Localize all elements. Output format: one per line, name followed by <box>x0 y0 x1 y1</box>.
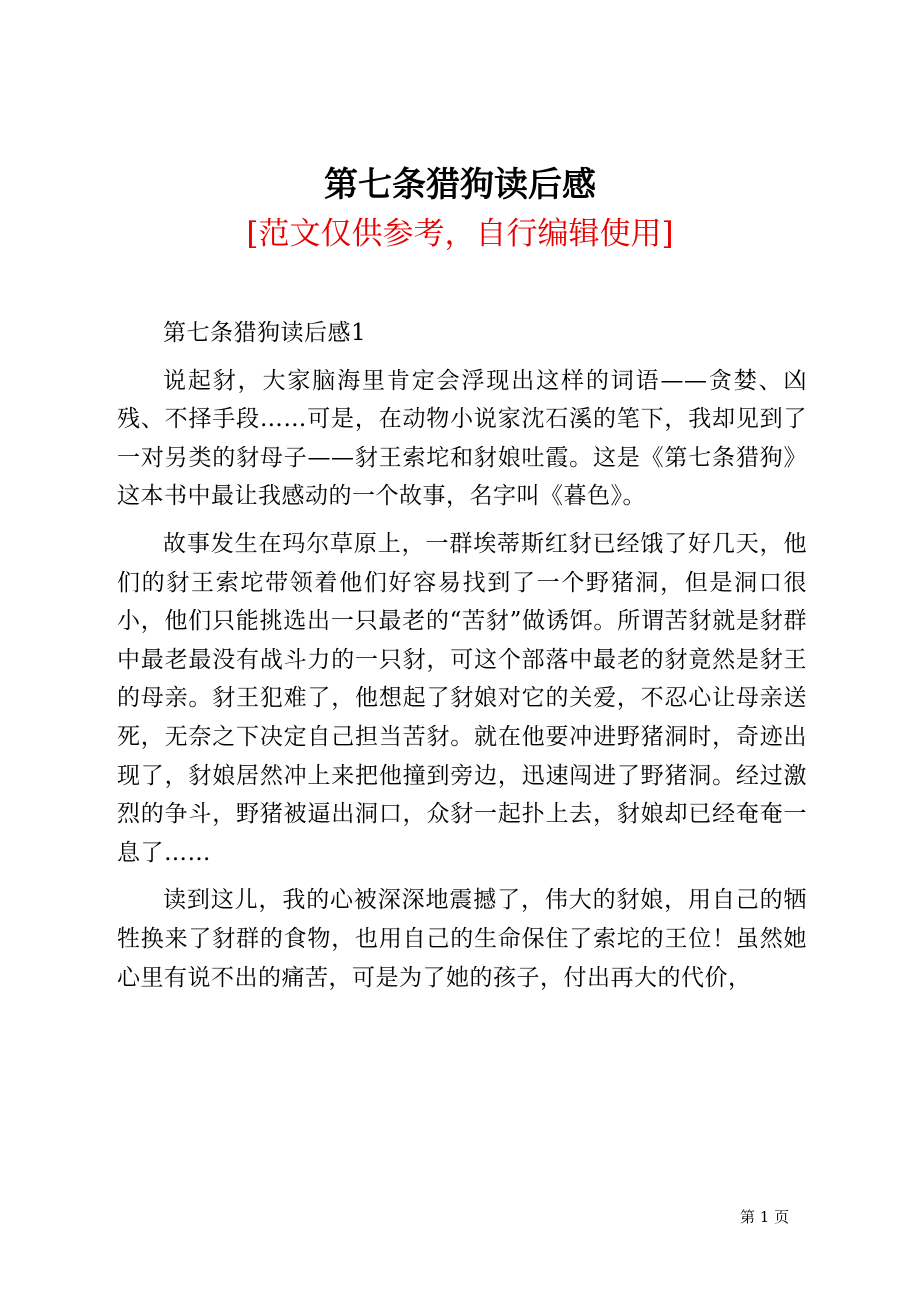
paragraph: 读到这儿，我的心被深深地震撼了，伟大的豺娘，用自己的牺牲换来了豺群的食物，也用自己的生命保住了索坨的王位！虽然她心里有说不出的痛苦，可是为了她的孩子，付出再大的代价， <box>117 887 807 991</box>
document-body <box>117 314 807 997</box>
page-number: 第 1 页 <box>740 1208 790 1226</box>
paragraph: 故事发生在玛尔草原上，一群埃蒂斯红豺已经饿了好几天，他们的豺王索坨带领着他们好容易找到了一个野猪洞，但是洞口很小，他们只能挑选出一只最老的“苦豺”做诱饵。所谓苦豺就是豺群中最老最没有战斗力的一只豺，可这个部落中最老的豺竟然是豺王的母亲。豺王犯难了，他想起了豺娘对它的关爱，不忍心让母亲送死，无奈之下决定自己担当苦豺。就在他要冲进野猪洞时，奇迹出现了，豺娘居然冲上来把他撞到旁边，迅速闯进了野猪洞。经过激烈的争斗，野猪被逼出洞口，众豺一起扑上去，豺娘却已经奄奄一息了…… <box>117 530 807 866</box>
document-title: 第七条猎狗读后感 <box>324 165 596 205</box>
section-heading: 第七条猎狗读后感1 <box>163 320 367 346</box>
paragraph: 说起豺，大家脑海里肯定会浮现出这样的词语——贪婪、凶残、不择手段……可是，在动物小说家沈石溪的笔下，我却见到了一对另类的豺母子——豺王索坨和豺娘吐霞。这是《第七条猎狗》这本书中最让我感动的一个故事，名字叫《暮色》。 <box>117 367 807 510</box>
document-subtitle: [范文仅供参考，自行编辑使用] <box>246 216 674 252</box>
